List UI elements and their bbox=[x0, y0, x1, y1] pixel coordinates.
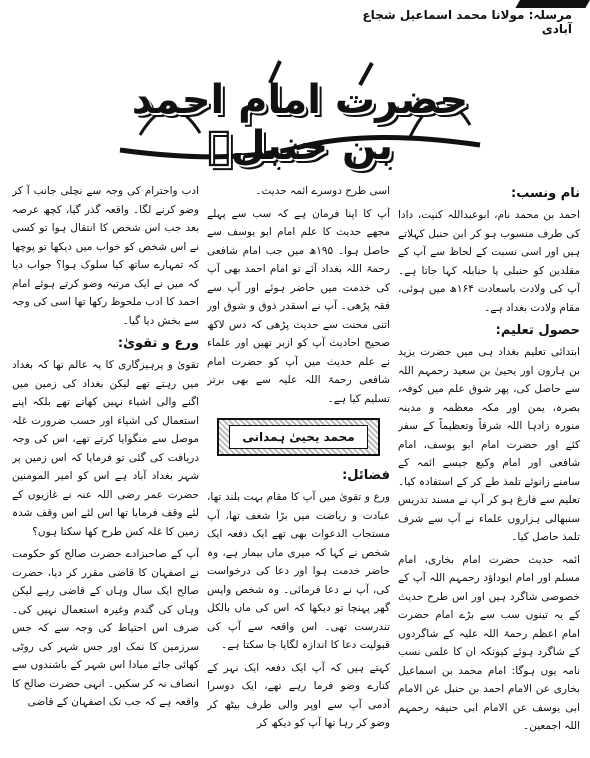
author-name: محمد یحییٰ ہمدانی bbox=[229, 425, 367, 450]
paragraph: تقویٰ و پرہیزگاری کا یہ عالم تھا کہ بغداد میں رہتے تھے لیکن بغداد کی زمین میں اگنے والی اشیاء نہیں کھاتے تھے بلکہ اپنے استعمال کی اشیاء اور حسب ضرورت غلہ موصل سے منگوایا کرتے تھے، اس کی وجہ دریافت کی گئی تو فرمایا کہ اس زمین پر شہر بغداد آباد ہے اس کو امیر المومنین حضرت عمر رضی اللہ عنہ نے غازیوں کے لئے وقف فرمایا تھا اس لئے اس وقف شدہ زمین کا غلہ کس طرح کھا سکتا ہوں؟ bbox=[12, 359, 199, 538]
author-box bbox=[217, 418, 380, 456]
column-left bbox=[12, 182, 199, 752]
paragraph: ائمہ حدیث حضرت امام بخاری، امام مسلم اور امام ابوداؤد رحمہم اللہ آپ کے خصوصی شاگرد ہیں اور اس طرح حدیث کے یہ تینوں سب سے بڑے امام حضرت امام اعظم رحمۃ اللہ علیہ کے شاگردوں کے شاگرد ہوئے کیونکہ ان کا علمی نسب نامہ یوں ہوگا: امام محمد بن اسماعیل بخاری عن الامام احمد بن حنبل عن الامام ابی یوسف عن الامام ابی حنیفہ رحمہم اللہ اجمعین۔ bbox=[398, 553, 580, 732]
paragraph: ابتدائی تعلیم بغداد ہی میں حضرت یزید بن ہارون اور یحییٰ بن سعید رحمہم اللہ سے حاصل کی، پھر شوق علم میں کوفہ، بصرہ، یمن اور مکہ معظمہ و مدینہ منورہ زادہا اللہ شرفاً وتعظیماً کے سفر کئے اور حضرت امام ابو یوسف، امام شافعی اور امام وکیع جیسے ائمہ کے سامنے زانوئے تلمذ طے کر کے استفادہ کیا۔ تعلیم سے فارغ ہو کر آپ نے مسند تدریس سنبھالی ہزاروں علماء نے آپ سے شرف تلمذ حاصل کیا۔ bbox=[398, 346, 580, 543]
byline: مرسلہ: مولانا محمد اسماعیل شجاع آبادی bbox=[362, 8, 572, 36]
title-calligraphy bbox=[110, 55, 490, 175]
paragraph: آپ کے صاحبزادے حضرت صالح کو حکومت نے اصفہان کا قاضی مقرر کر دیا، حضرت صالح ایک سال وہاں کے قاضی رہے لیکن وہاں کی گندم وغیرہ استعمال نہیں کی۔ صرف اس احتیاط کی وجہ سے کہ جس سرزمین کا نمک اور جس شہر کی روٹی کھائی جائے مبادا اس شہر کے باشندوں سے انصاف نہ کر سکیں۔ انہی حضرت صالح کا واقعہ ہے کہ جب تک اصفہان کے قاضی bbox=[12, 548, 199, 708]
paragraph: ورع و تقویٰ میں آپ کا مقام بہت بلند تھا، عبادت و ریاضت میں بڑا شغف تھا، آپ مستجاب الدعوات بھی تھے ایک دفعہ ایک شخص نے کہا کہ میری ماں بیمار ہے، وہ حاضر خدمت ہوا اور دعا کی درخواست کی، آپ نے دعا فرمائی۔ وہ شخص واپس گھر پہنچا تو دیکھا کہ اس کی ماں بالکل تندرست تھی۔ اس واقعہ سے آپ کی قبولیت دعا کا اندازہ لگایا جا سکتا ہے۔ bbox=[207, 491, 390, 651]
section-heading-virtues: فضائل: bbox=[342, 468, 390, 483]
paragraph: آپ کا اپنا فرمان ہے کہ سب سے پہلے مجھے حدیث کا علم امام ابو یوسف سے حاصل ہوا۔ ۱۹۵ھ میں جب امام شافعی رحمۃ اللہ بغداد آئے تو امام احمد بھی آپ کی خدمت میں حاضر ہوئے اور آپ سے فقہ پڑھی۔ آپ نے اسقدر ذوق و شوق اور اتنی محنت سے حدیث پڑھی کہ دس لاکھ صحیح احادیث آپ کو ازبر تھیں اور علماء نے علم حدیث میں آپ کو حضرت امام شافعی رحمۃ اللہ علیہ سے بھی برتر تسلیم کیا ہے۔ bbox=[207, 207, 390, 405]
section-heading-piety: ورع و تقویٰ: bbox=[117, 336, 199, 351]
paragraph: اسی طرح دوسرے ائمہ حدیث۔ bbox=[255, 185, 390, 197]
column-middle bbox=[207, 182, 390, 752]
section-heading-education: حصول تعلیم: bbox=[495, 323, 580, 338]
paragraph: کہتے ہیں کہ آپ ایک دفعہ ایک نہر کے کنارے وضو فرما رہے تھے، ایک دوسرا آدمی آپ سے اوپر والی طرف بیٹھ کر وضو کر رہا تھا آپ کو دیکھ کر bbox=[207, 661, 390, 729]
article-title: حضرت امام احمد بن حنبلؒ bbox=[131, 77, 469, 169]
column-right bbox=[398, 182, 580, 752]
paragraph: احمد بن محمد نام، ابوعبداللہ کنیت، دادا کی طرف منسوب ہو کر ابن حنبل کہلاتے ہیں اور اسی نسبت کے لحاظ سے آپ کے مقلدین کو حنبلی یا حنابلہ کہا جاتا ہے۔ آپ کی ولادت باسعادت ۱۶۴ھ میں ہوئی، مقام ولادت بغداد ہے۔ bbox=[398, 209, 580, 314]
section-heading-lineage: نام ونسب: bbox=[511, 186, 580, 201]
paragraph: ادب واحترام کی وجہ سے نچلی جانب آ کر وضو کرنے لگا۔ واقعہ گذر گیا، کچھ عرصہ بعد جب اس شخص کا انتقال ہوا تو کسی نے اس شخص کو خواب میں دیکھا تو پوچھا کہ تمہارے ساتھ کیا سلوک ہوا؟ جواب دیا کہ میں نے ایک مرتبہ وضو کرتے ہوئے امام احمد کا ادب ملحوظ رکھا تھا اسی کی وجہ سے بخش دیا گیا۔ bbox=[12, 185, 199, 327]
corner-decoration bbox=[515, 0, 590, 8]
